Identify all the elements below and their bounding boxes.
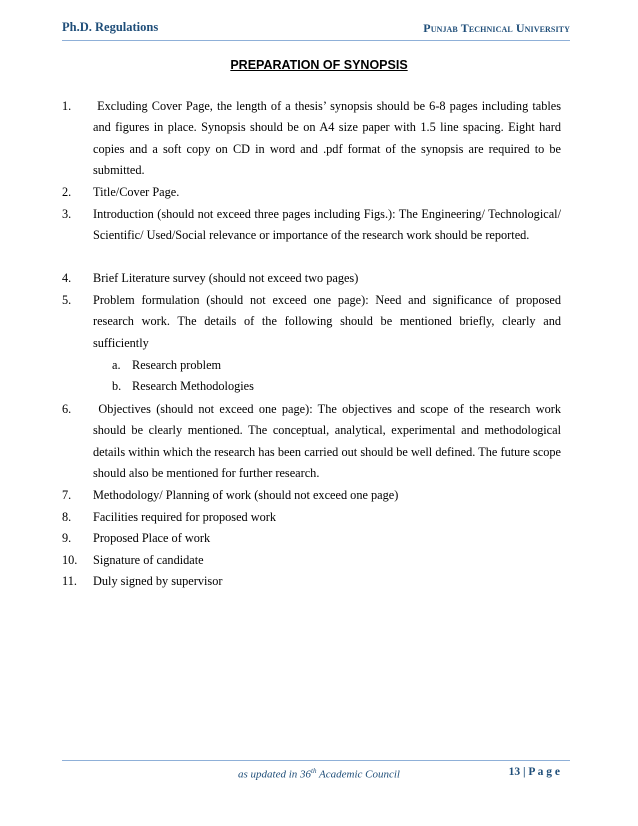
header-divider bbox=[62, 40, 570, 41]
header-university-name: Punjab Technical University bbox=[423, 21, 570, 35]
list-item-number: 2. bbox=[62, 185, 72, 199]
list-item bbox=[0, 204, 638, 270]
list-item-text: Brief Literature survey (should not exceed two pages) bbox=[93, 271, 359, 285]
list-item-text: Duly signed by supervisor bbox=[93, 574, 223, 588]
list-item bbox=[0, 182, 638, 204]
footer-note-suffix: Academic Council bbox=[316, 768, 400, 781]
list-item bbox=[0, 268, 638, 290]
list-item bbox=[0, 528, 638, 550]
list-item-text: Facilities required for proposed work bbox=[93, 510, 277, 524]
list-item-number: 8. bbox=[62, 510, 72, 524]
header-document-title: Ph.D. Regulations bbox=[62, 20, 159, 34]
list-item-text: Title/Cover Page. bbox=[93, 185, 180, 199]
page-title: PREPARATION OF SYNOPSIS bbox=[230, 58, 408, 72]
list-item bbox=[0, 399, 638, 487]
footer-divider bbox=[62, 760, 570, 761]
list-item bbox=[0, 550, 638, 572]
list-item-number: 7. bbox=[62, 488, 72, 502]
footer-note-superscript: th bbox=[311, 767, 317, 775]
sub-list-item bbox=[0, 355, 638, 377]
list-item-number: 10. bbox=[62, 553, 78, 567]
sub-list-item-letter: a. bbox=[112, 358, 121, 372]
list-item-text: Methodology/ Planning of work (should not exceed one page) bbox=[93, 488, 399, 502]
list-item-text: Objectives (should not exceed one page): The objectives and scope of the research work should be clearly mentioned. The conceptual, analytical, experimental and methodological details within which the research has been carried out should be well defined. The future scope should also be mentioned for further research. bbox=[93, 402, 565, 480]
list-item-number: 3. bbox=[62, 207, 72, 221]
page-number: 13 | P a g e bbox=[508, 766, 560, 778]
sub-list-item bbox=[0, 376, 638, 398]
list-item-text: Introduction (should not exceed three pages including Figs.): The Engineering/ Technological/ Scientific/ Used/Social relevance or importance of the research work should be reported. bbox=[93, 207, 561, 243]
footer-note-prefix: as updated in 36 bbox=[238, 768, 312, 781]
list-item bbox=[0, 96, 638, 186]
list-item-text: Problem formulation (should not exceed one page): Need and significance of proposed research work. The details of the following should be mentioned briefly, clearly and sufficiently bbox=[93, 293, 561, 350]
list-item bbox=[0, 571, 638, 593]
list-item-text: Signature of candidate bbox=[93, 553, 204, 567]
list-item-text: Proposed Place of work bbox=[93, 531, 211, 545]
list-item-number: 4. bbox=[62, 271, 72, 285]
list-item-number: 1. bbox=[62, 99, 72, 113]
list-item-number: 5. bbox=[62, 293, 72, 307]
sub-list-item-letter: b. bbox=[112, 379, 122, 393]
list-item bbox=[0, 507, 638, 529]
sub-list-item-text: Research problem bbox=[132, 358, 222, 372]
list-item bbox=[0, 290, 638, 356]
sub-list-item-text: Research Methodologies bbox=[132, 379, 254, 393]
list-item-number: 6. bbox=[62, 402, 72, 416]
list-item bbox=[0, 485, 638, 507]
list-item-text: Excluding Cover Page, the length of a thesis’ synopsis should be 6-8 pages including tables and figures in place. Synopsis should be on A4 size paper with 1.5 line spacing. Eight hard copies and a soft copy on CD in word and .pdf format of the synopsis are required to be submitted. bbox=[93, 99, 565, 177]
list-item-number: 11. bbox=[62, 574, 77, 588]
list-item-number: 9. bbox=[62, 531, 72, 545]
